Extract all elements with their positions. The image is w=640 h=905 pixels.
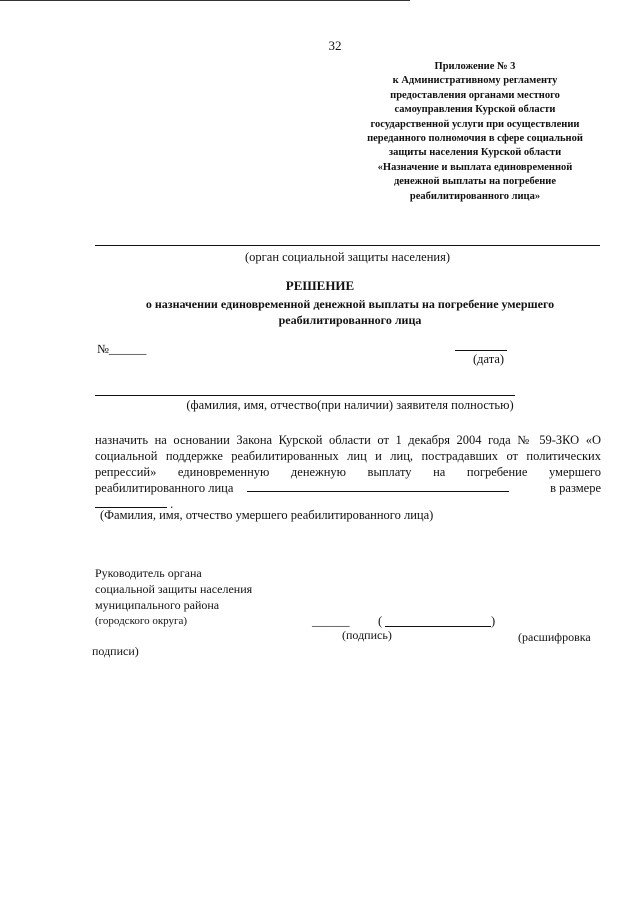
subtitle-line: реабилитированного лица <box>278 313 422 327</box>
amount-value-fill-line <box>95 497 167 508</box>
decode-paren-open: ( <box>378 614 383 628</box>
organ-caption: (орган социальной защиты населения) <box>244 250 451 264</box>
decision-number-field: №______ <box>97 342 147 356</box>
subtitle-line: о назначении единовременной денежной выплаты на погребение умершего <box>145 297 555 311</box>
signatory-line: социальной защиты населения <box>95 582 253 596</box>
decode-caption-continued: подписи) <box>92 644 139 658</box>
appendix-line: самоуправления Курской области <box>394 104 556 116</box>
decision-title: РЕШЕНИЕ <box>285 278 355 293</box>
signature-blank: ______ <box>312 614 350 628</box>
body-line: репрессий» единовременную денежную выплату на погребение умершего <box>95 465 601 479</box>
decision-subtitle <box>90 296 610 328</box>
body-line4-end: в размере <box>550 481 601 495</box>
deceased-caption: (Фамилия, имя, отчество умершего реабилитированного лица) <box>100 508 434 522</box>
applicant-fill-line <box>95 395 515 396</box>
appendix-line: к Административному регламенту <box>392 75 558 87</box>
appendix-line: «Назначение и выплата единовременной <box>377 161 573 173</box>
applicant-caption: (фамилия, имя, отчество(при наличии) заявителя полностью) <box>186 398 514 412</box>
date-caption: (дата) <box>473 352 505 366</box>
organ-fill-line <box>95 245 600 246</box>
signatory-line: (городского округа) <box>95 615 188 627</box>
appendix-header <box>340 60 610 204</box>
appendix-line: государственной услуги при осуществлении <box>370 118 580 130</box>
appendix-line: денежной выплаты на погребение <box>393 176 557 188</box>
signatory-line: Руководитель органа <box>95 566 202 580</box>
body-line4-start: реабилитированного лица <box>95 481 234 495</box>
signature-caption: (подпись) <box>342 628 392 642</box>
body-line5-end: . <box>170 497 174 511</box>
top-edge-line <box>0 0 410 1</box>
decision-body <box>95 432 601 512</box>
decode-paren-close: ) <box>491 614 496 628</box>
appendix-line: реабилитированного лица» <box>409 190 541 202</box>
appendix-line: предоставления органами местного <box>390 89 560 101</box>
signatory-line: муниципального района <box>95 598 220 612</box>
decode-fill-line <box>385 626 491 627</box>
decode-caption: (расшифровка <box>518 630 591 644</box>
date-fill-line <box>455 350 507 351</box>
appendix-line: переданного полномочия в сфере социальной <box>367 133 583 145</box>
body-line <box>95 480 601 496</box>
page-number: 32 <box>328 38 342 53</box>
body-line: социальной поддержке реабилитированных лиц и лиц, пострадавших от политических <box>95 449 601 463</box>
appendix-line: Приложение № 3 <box>434 61 516 72</box>
signatory-block <box>95 565 252 629</box>
body-line: назначить на основании Закона Курской области от 1 декабря 2004 года № 59-ЗКО «О <box>95 433 601 447</box>
appendix-line: защиты населения Курской области <box>388 147 562 159</box>
amount-fill-line <box>247 481 509 492</box>
